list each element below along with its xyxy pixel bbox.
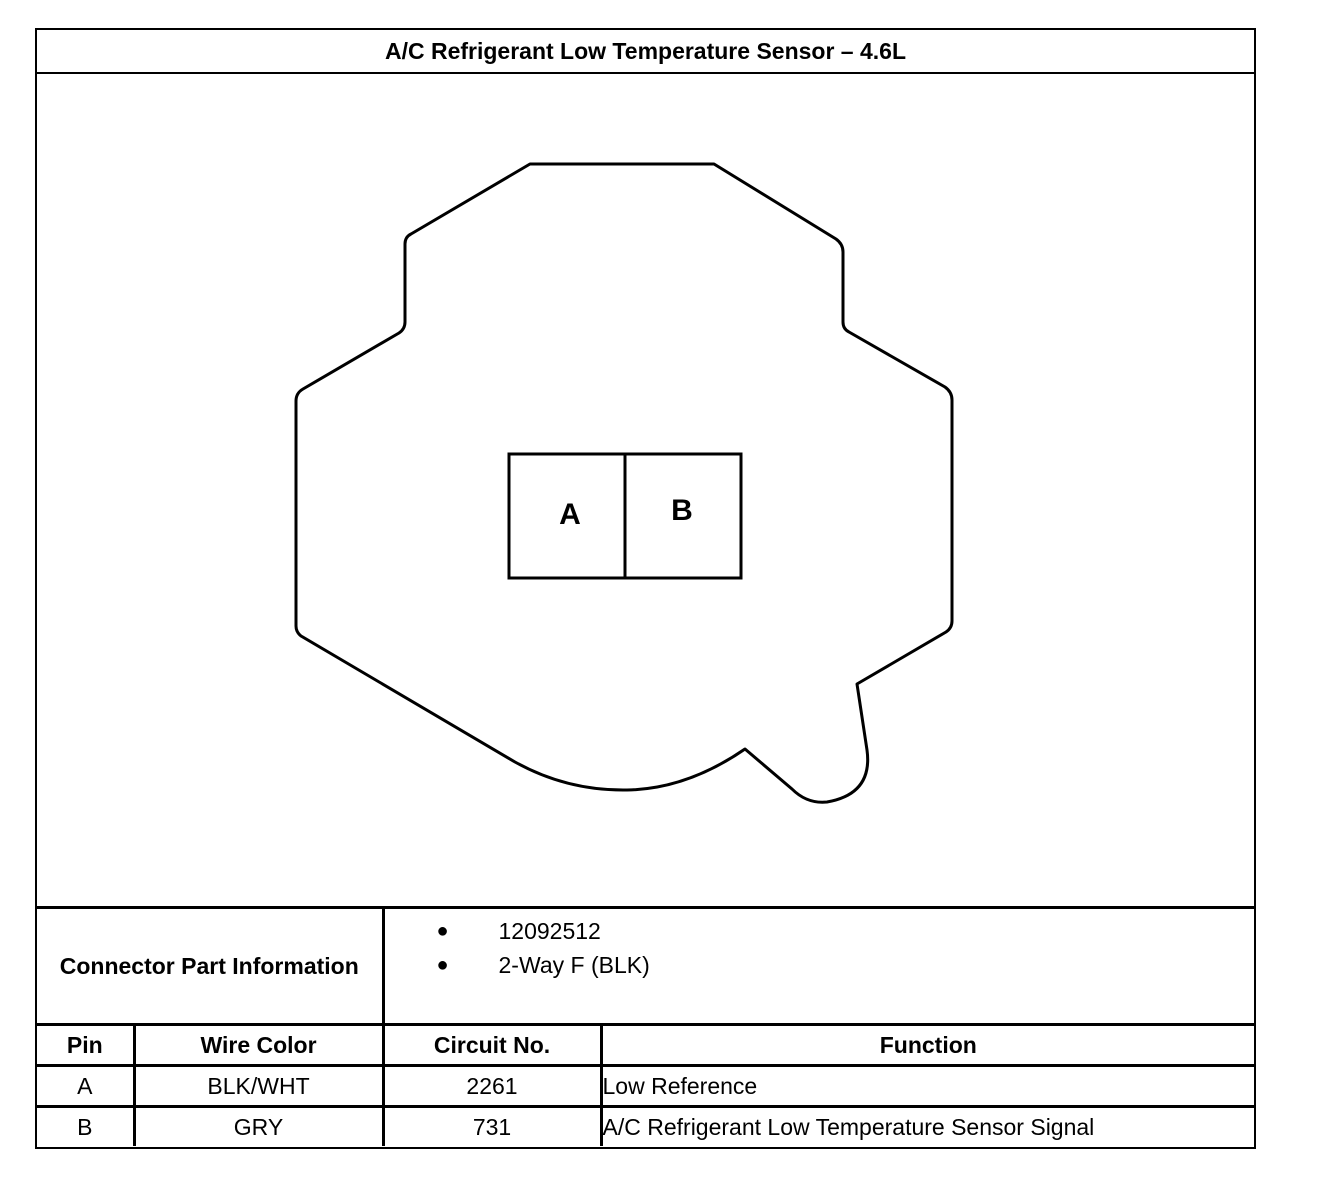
part-number: 12092512	[498, 917, 601, 944]
function-cell: Low Reference	[601, 1066, 1254, 1107]
table-row	[37, 1066, 1254, 1107]
circuit-cell: 731	[383, 1107, 601, 1147]
header-wire-color: Wire Color	[134, 1025, 383, 1066]
connector-info-table	[37, 909, 1254, 1146]
header-function: Function	[601, 1025, 1254, 1066]
header-circuit-no: Circuit No.	[383, 1025, 601, 1066]
bullet-icon: ●	[436, 919, 449, 942]
part-info-list	[385, 914, 1255, 982]
connector-face-drawing	[37, 74, 1254, 906]
function-cell: A/C Refrigerant Low Temperature Sensor Signal	[602, 1113, 1095, 1140]
part-info-item	[385, 948, 1255, 982]
connector-sheet	[35, 28, 1256, 1149]
connector-diagram	[37, 74, 1254, 909]
wire-color-cell: BLK/WHT	[134, 1066, 383, 1107]
part-info-item	[385, 914, 1255, 948]
part-info-label: Connector Part Information	[37, 909, 383, 1025]
header-pin: Pin	[37, 1025, 134, 1066]
pin-label-b: B	[671, 494, 693, 527]
pin-label-a: A	[559, 498, 581, 531]
pin-table-header	[37, 1025, 1254, 1066]
wire-color-cell: GRY	[134, 1107, 383, 1147]
pin-cell: A	[37, 1066, 134, 1107]
part-info-row	[37, 909, 1254, 1025]
circuit-cell: 2261	[383, 1066, 601, 1107]
pin-cell: B	[37, 1107, 134, 1147]
bullet-icon: ●	[436, 953, 449, 976]
page-title: A/C Refrigerant Low Temperature Sensor – 4.6L	[37, 30, 1254, 74]
part-info-list-cell	[383, 909, 1254, 1025]
table-row	[37, 1107, 1254, 1147]
connector-type: 2-Way F (BLK)	[498, 951, 650, 978]
